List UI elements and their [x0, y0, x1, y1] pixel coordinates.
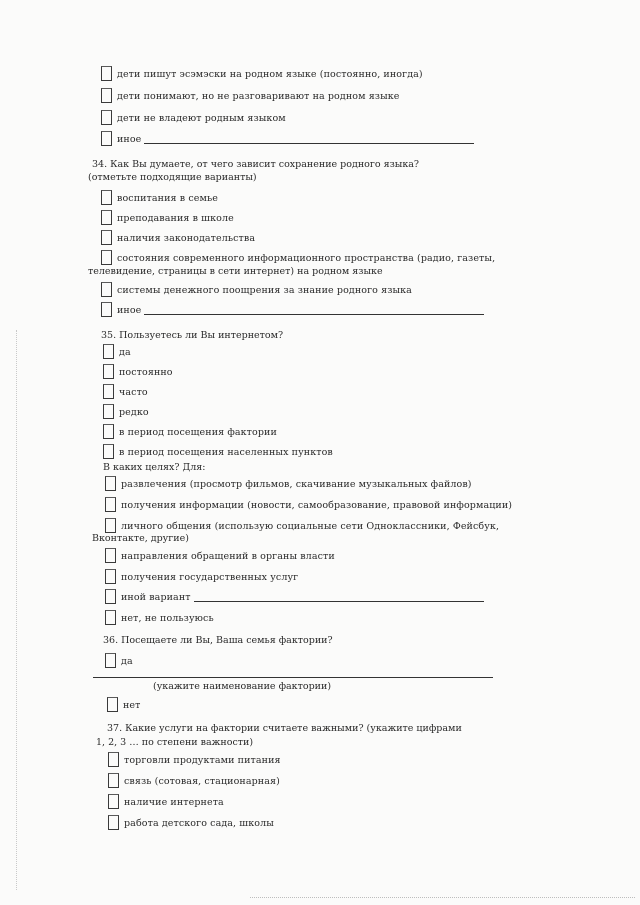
checkbox[interactable]: [105, 548, 116, 563]
checkbox[interactable]: [101, 190, 112, 205]
checkbox[interactable]: [101, 250, 112, 265]
option-row[interactable]: [103, 444, 333, 459]
checkbox[interactable]: [108, 815, 119, 830]
option-label: связь (сотовая, стационарная): [124, 776, 280, 787]
option-row[interactable]: [108, 773, 280, 788]
checkbox[interactable]: [108, 752, 119, 767]
option-row[interactable]: [101, 88, 400, 103]
option-label: редко: [119, 407, 149, 418]
option-row[interactable]: [105, 476, 472, 491]
option-label: часто: [119, 387, 148, 398]
option-label: системы денежного поощрения за знание родного языка: [117, 285, 412, 296]
checkbox[interactable]: [105, 610, 116, 625]
option-row[interactable]: [101, 66, 423, 81]
option-label: да: [121, 656, 133, 667]
factory-name-line[interactable]: [93, 677, 493, 678]
option-label: работа детского сада, школы: [124, 818, 274, 829]
option-row[interactable]: [103, 364, 173, 379]
option-row[interactable]: [103, 384, 148, 399]
checkbox[interactable]: [101, 282, 112, 297]
option-row[interactable]: [101, 110, 286, 125]
option-label: дети понимают, но не разговаривают на родном языке: [117, 91, 400, 102]
option-row[interactable]: [103, 424, 277, 439]
option-label: дети пишут эсэмэски на родном языке (постоянно, иногда): [117, 69, 423, 80]
option-label: в период посещения населенных пунктов: [119, 447, 333, 458]
option-continuation: телевидение, страницы в сети интернет) на родном языке: [88, 266, 383, 277]
checkbox[interactable]: [105, 653, 116, 668]
question-36-title: 36. Посещаете ли Вы, Ваша семья фактории?: [103, 635, 333, 646]
answer-line[interactable]: [194, 601, 484, 602]
question-35-title: 35. Пользуетесь ли Вы интернетом?: [101, 330, 284, 341]
checkbox[interactable]: [105, 476, 116, 491]
checkbox[interactable]: [103, 444, 114, 459]
checkbox[interactable]: [103, 384, 114, 399]
option-row[interactable]: [101, 210, 234, 225]
option-label: дети не владеют родным языком: [117, 113, 286, 124]
question-37-title: 37. Какие услуги на фактории считаете важными? (укажите цифрами: [107, 723, 462, 734]
answer-line[interactable]: [144, 314, 484, 315]
checkbox[interactable]: [101, 230, 112, 245]
answer-line[interactable]: [144, 143, 474, 144]
option-row[interactable]: [105, 589, 484, 604]
option-row[interactable]: [105, 497, 512, 512]
checkbox[interactable]: [108, 773, 119, 788]
option-label: нет, не пользуюсь: [121, 613, 214, 624]
option-label: получения информации (новости, самообразование, правовой информации): [121, 500, 513, 511]
option-row[interactable]: [108, 794, 224, 809]
checkbox[interactable]: [101, 302, 112, 317]
option-label: иной вариант: [121, 592, 191, 603]
option-label: да: [119, 347, 131, 358]
question-34-title: 34. Как Вы думаете, от чего зависит сохранение родного языка?: [92, 159, 420, 170]
checkbox[interactable]: [105, 589, 116, 604]
factory-name-note: (укажите наименование фактории): [153, 681, 332, 692]
option-label: нет: [123, 700, 141, 711]
checkbox[interactable]: [105, 569, 116, 584]
checkbox[interactable]: [103, 364, 114, 379]
option-label: состояния современного информационного пространства (радио, газеты,: [117, 253, 496, 264]
option-label: постоянно: [119, 367, 173, 378]
option-row[interactable]: [101, 282, 412, 297]
option-label: направления обращений в органы власти: [121, 551, 335, 562]
option-row[interactable]: [108, 752, 281, 767]
option-row[interactable]: [105, 569, 298, 584]
checkbox[interactable]: [107, 697, 118, 712]
scan-edge-bottom: [250, 897, 635, 898]
checkbox[interactable]: [101, 131, 112, 146]
checkbox[interactable]: [105, 497, 116, 512]
option-label: в период посещения фактории: [119, 427, 277, 438]
checkbox[interactable]: [103, 424, 114, 439]
option-label: воспитания в семье: [117, 193, 218, 204]
option-row[interactable]: [105, 518, 499, 533]
option-label: торговли продуктами питания: [124, 755, 281, 766]
checkbox[interactable]: [103, 344, 114, 359]
option-row[interactable]: [103, 404, 149, 419]
option-continuation: Вконтакте, другие): [92, 533, 189, 544]
option-label: личного общения (использую социальные сети Одноклассники, Фейсбук,: [121, 521, 500, 532]
checkbox[interactable]: [108, 794, 119, 809]
option-row[interactable]: [103, 344, 131, 359]
option-label: преподавания в школе: [117, 213, 234, 224]
question-34-hint: (отметьте подходящие варианты): [88, 172, 257, 183]
option-label: иное: [117, 305, 142, 316]
checkbox[interactable]: [101, 210, 112, 225]
option-row[interactable]: [101, 230, 255, 245]
checkbox[interactable]: [101, 66, 112, 81]
scan-edge-left: [16, 330, 17, 890]
checkbox[interactable]: [103, 404, 114, 419]
option-label: иное: [117, 134, 142, 145]
checkbox[interactable]: [105, 518, 116, 533]
option-label: получения государственных услуг: [121, 572, 299, 583]
option-row[interactable]: [101, 302, 484, 317]
option-label: развлечения (просмотр фильмов, скачивание музыкальных файлов): [121, 479, 472, 490]
option-row[interactable]: [107, 697, 141, 712]
option-label: наличие интернета: [124, 797, 224, 808]
option-row[interactable]: [108, 815, 274, 830]
option-row[interactable]: [105, 653, 133, 668]
option-label: наличия законодательства: [117, 233, 256, 244]
checkbox[interactable]: [101, 110, 112, 125]
question-37-title-cont: 1, 2, 3 … по степени важности): [96, 737, 254, 748]
checkbox[interactable]: [101, 88, 112, 103]
option-row[interactable]: [105, 610, 214, 625]
option-row[interactable]: [101, 250, 495, 265]
option-row[interactable]: [101, 131, 474, 146]
option-row[interactable]: [101, 190, 218, 205]
option-row[interactable]: [105, 548, 335, 563]
purpose-heading: В каких целях? Для:: [103, 462, 206, 473]
